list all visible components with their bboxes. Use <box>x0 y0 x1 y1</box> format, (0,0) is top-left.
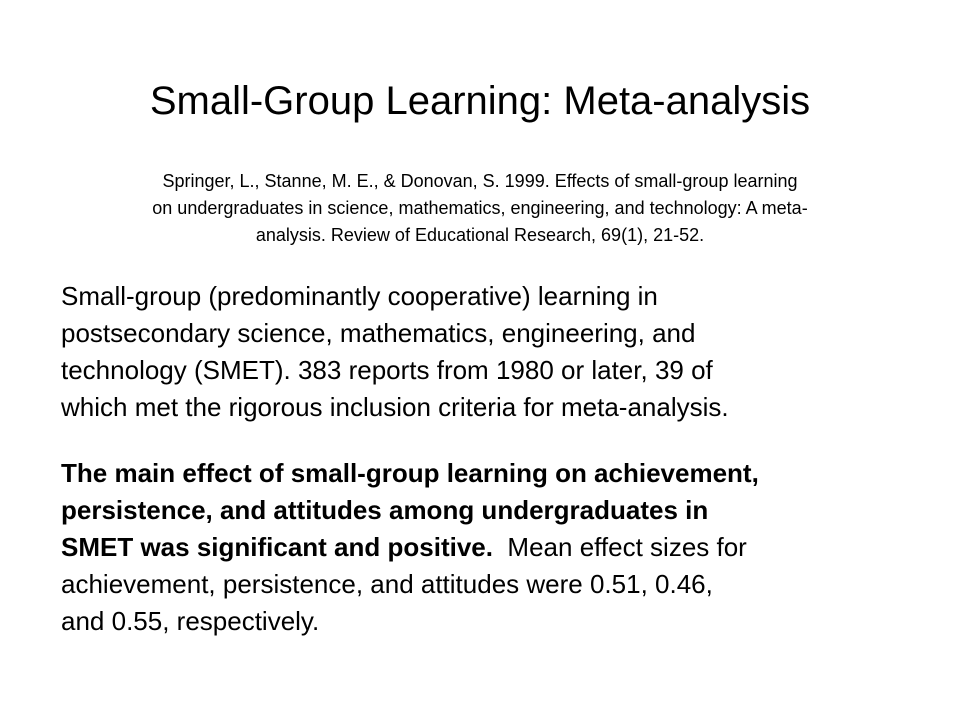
summary-line: technology (SMET). 383 reports from 1980 or later, 39 of <box>61 355 713 385</box>
key-finding-text: SMET was significant and positive. <box>61 532 493 562</box>
citation-line: on undergraduates in science, mathematics, engineering, and technology: A meta- <box>152 198 808 218</box>
citation-line: analysis. Review of Educational Research, 69(1), 21-52. <box>255 225 705 245</box>
effect-size-text: achievement, persistence, and attitudes were 0.51, 0.46, <box>61 569 713 599</box>
key-finding-text: persistence, and attitudes among undergraduates in <box>61 495 709 525</box>
effect-size-text: and 0.55, respectively. <box>61 606 320 636</box>
summary-paragraph <box>61 278 931 426</box>
effect-size-text: Mean effect sizes for <box>492 532 747 562</box>
summary-line: which met the rigorous inclusion criteria for meta-analysis. <box>61 392 729 422</box>
slide-title: Small-Group Learning: Meta-analysis <box>149 79 811 123</box>
key-finding-text: The main effect of small-group learning on achievement, <box>61 458 759 488</box>
summary-line: postsecondary science, mathematics, engineering, and <box>61 318 696 348</box>
citation <box>92 168 868 249</box>
summary-line: Small-group (predominantly cooperative) learning in <box>61 281 658 311</box>
citation-line: Springer, L., Stanne, M. E., & Donovan, S. 1999. Effects of small-group learning <box>162 171 798 191</box>
findings-paragraph <box>61 455 931 640</box>
